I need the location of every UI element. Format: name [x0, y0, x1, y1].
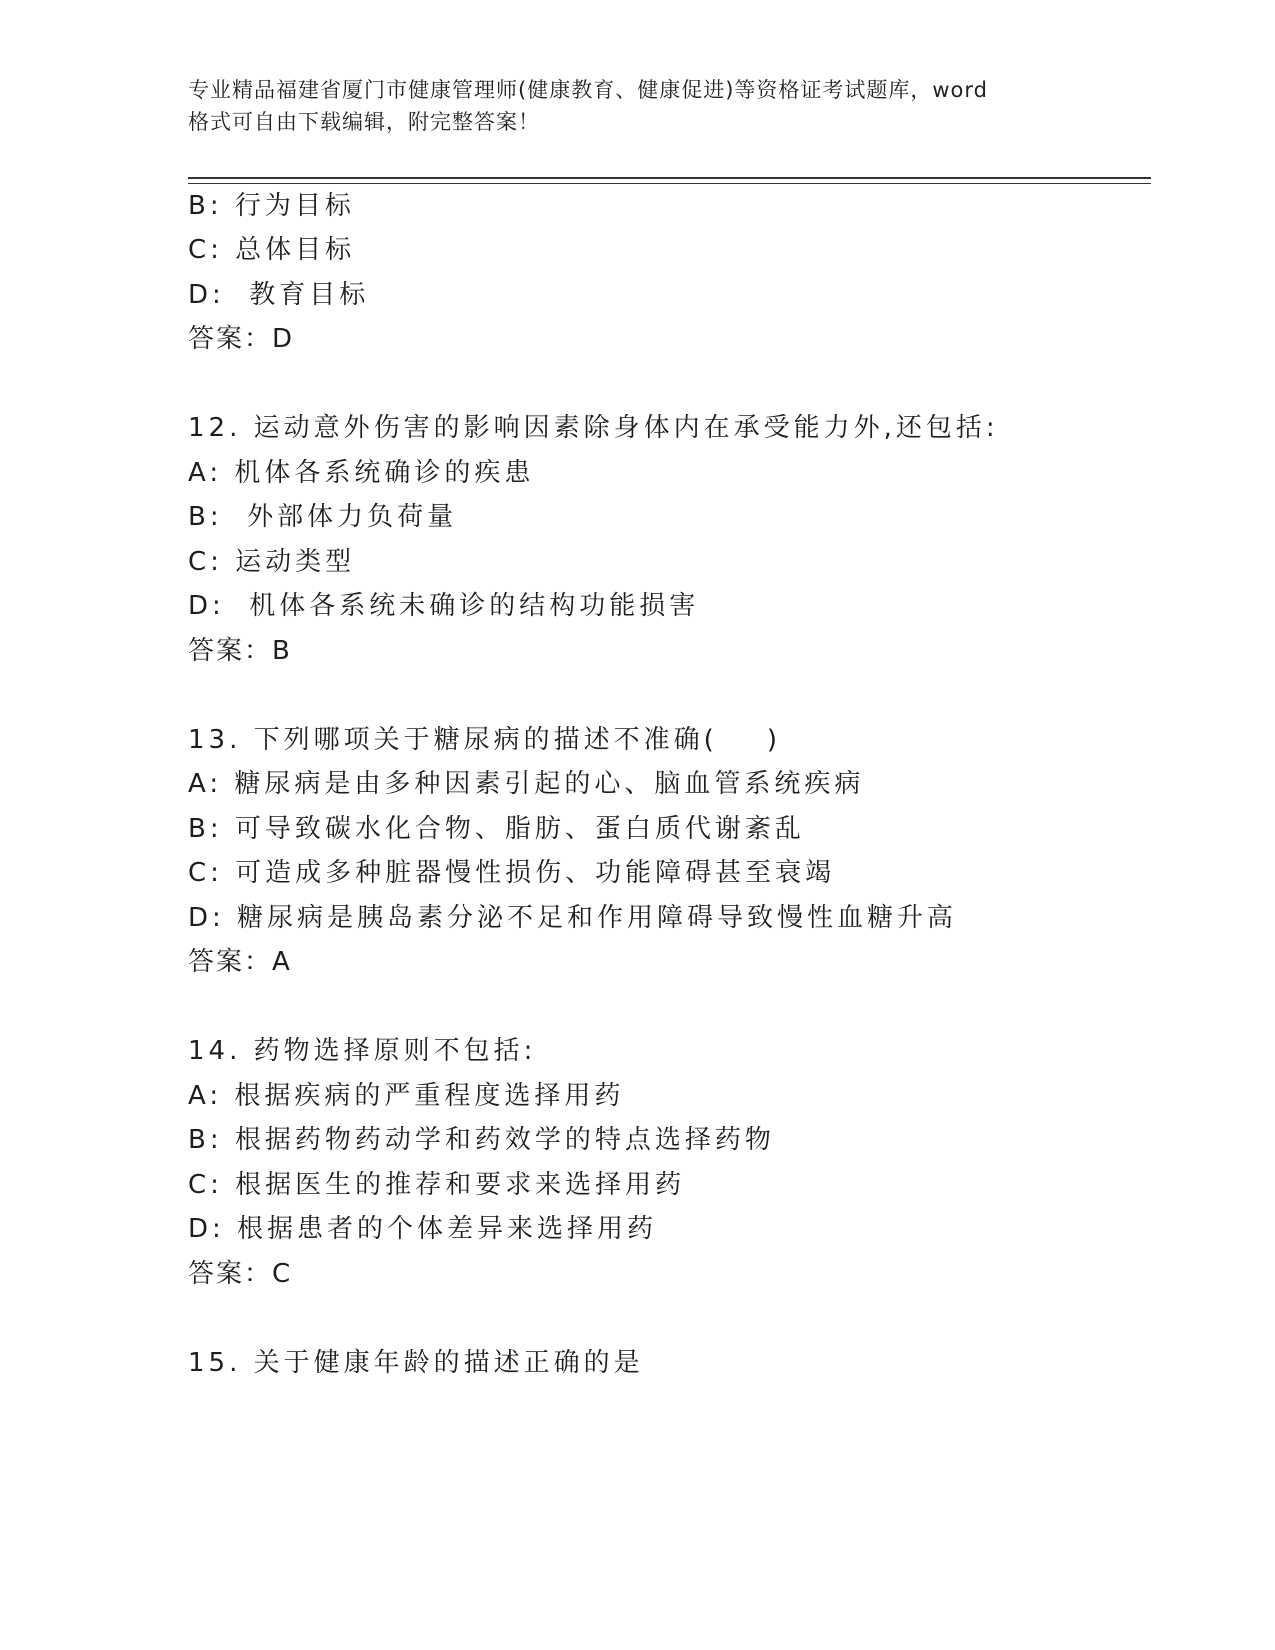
header-divider-thick: [188, 177, 1151, 179]
header-divider-thin: [188, 183, 1151, 184]
q14-option-d: D: 根据患者的个体差异来选择用药: [188, 1214, 658, 1244]
q12-option-a: A: 机体各系统确诊的疾患: [188, 458, 535, 488]
q14-option-a: A: 根据疾病的严重程度选择用药: [188, 1081, 625, 1111]
q13-option-c: C: 可造成多种脏器慢性损伤、功能障碍甚至衰竭: [188, 858, 836, 888]
q15-question: 15. 关于健康年龄的描述正确的是: [188, 1348, 644, 1378]
q13-option-a: A: 糖尿病是由多种因素引起的心、脑血管系统疾病: [188, 769, 865, 799]
header-line-2: 格式可自由下载编辑，附完整答案！: [188, 110, 540, 134]
q13-answer: 答案：A: [188, 947, 292, 977]
q14-answer: 答案：C: [188, 1259, 293, 1289]
q11-option-c: C: 总体目标: [188, 235, 356, 265]
q13-question: 13. 下列哪项关于糖尿病的描述不准确( ): [188, 725, 781, 755]
q11-option-b: B: 行为目标: [188, 191, 355, 221]
q12-option-c: C: 运动类型: [188, 547, 356, 577]
q14-option-c: C: 根据医生的推荐和要求来选择用药: [188, 1170, 686, 1200]
q12-question: 12. 运动意外伤害的影响因素除身体内在承受能力外,还包括:: [188, 413, 999, 443]
q14-option-b: B: 根据药物药动学和药效学的特点选择药物: [188, 1125, 775, 1155]
q14-question: 14. 药物选择原则不包括:: [188, 1036, 537, 1066]
q11-option-d: D: 教育目标: [188, 280, 370, 310]
q13-option-d: D: 糖尿病是胰岛素分泌不足和作用障碍导致慢性血糖升高: [188, 903, 958, 933]
q12-answer: 答案：B: [188, 636, 292, 666]
document-header: [188, 74, 1088, 138]
q13-option-b: B: 可导致碳水化合物、脂肪、蛋白质代谢紊乱: [188, 814, 805, 844]
q11-answer: 答案：D: [188, 324, 295, 354]
q12-option-b: B: 外部体力负荷量: [188, 502, 458, 532]
q12-option-d: D: 机体各系统未确诊的结构功能损害: [188, 591, 700, 621]
header-line-1: 专业精品福建省厦门市健康管理师(健康教育、健康促进)等资格证考试题库，word: [188, 78, 989, 102]
